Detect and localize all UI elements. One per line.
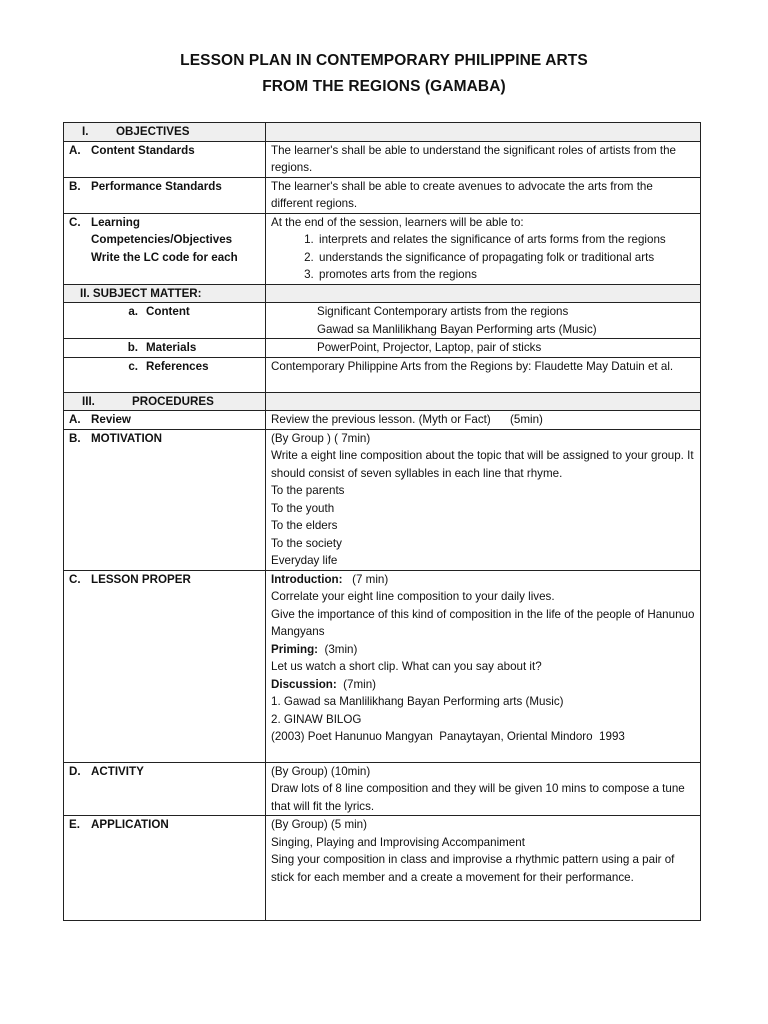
performance-standards-row [64,177,701,213]
review-label-cell [64,411,266,430]
row-label-line3: Write the LC code for each [91,250,238,264]
activity-content [266,762,701,816]
row-letter: B. [69,179,81,193]
section-label: PROCEDURES [132,394,214,408]
review-row [64,411,701,430]
document-title-line1: LESSON PLAN IN CONTEMPORARY PHILIPPINE ARTS [180,52,588,69]
application-label-cell [64,816,266,921]
motivation-line: To the parents [271,484,345,497]
objectives-header-row [64,123,701,142]
row-letter: A. [69,413,81,426]
row-label: Content [146,305,190,318]
content-label-cell [64,303,266,339]
activity-line: (By Group) (10min) [271,764,371,778]
motivation-label-cell [64,429,266,570]
row-label: LESSON PROPER [91,572,191,586]
lesson-line: Correlate your eight line composition to your daily lives. [271,590,555,603]
row-label: References [146,359,209,373]
objectives-header-empty [266,123,701,142]
row-letter: a. [128,305,138,318]
motivation-row [64,429,701,570]
objectives-header-cell [64,123,266,142]
learning-competencies-content [266,213,701,284]
motivation-line: To the society [271,536,342,550]
motivation-line: Write a eight line composition about the topic that will be assigned to your group. It should consist of seven syllables in each line that rhyme. [271,449,694,480]
row-label-line1: Learning [91,215,140,229]
motivation-line: To the youth [271,501,335,515]
content-standards-label-cell [64,141,266,177]
list-item: 1. interprets and relates the significance of arts forms from the regions [317,231,696,249]
discussion-time: (7min) [336,677,377,691]
subject-matter-header-cell [64,284,266,303]
content-standards-text: The learner's shall be able to understand the significant roles of artists from the regions. [266,141,701,177]
motivation-line: Everyday life [271,554,338,567]
row-letter: A. [69,143,81,157]
application-line: Singing, Playing and Improvising Accompaniment [271,835,525,849]
activity-line: Draw lots of 8 line composition and they will be given 10 mins to compose a tune that will fit the lyrics. [271,782,685,813]
lesson-proper-content [266,570,701,762]
priming-heading: Priming: [271,642,319,656]
activity-row [64,762,701,816]
lesson-line: (2003) Poet Hanunuo Mangyan Panaytayan, Oriental Mindoro 1993 [271,730,625,743]
performance-standards-text: The learner's shall be able to create avenues to advocate the arts from the different regions. [266,177,701,213]
competencies-list [271,231,696,284]
materials-text: PowerPoint, Projector, Laptop, pair of sticks [266,339,701,358]
row-letter: C. [69,572,81,586]
section-number: III. [82,394,95,408]
row-label: Performance Standards [91,179,222,193]
list-item: 3. promotes arts from the regions [317,266,696,284]
row-letter: c. [128,359,138,373]
motivation-line: To the elders [271,519,338,532]
subject-matter-header-row [64,284,701,303]
section-number: I. [82,125,89,138]
document-title-line2: FROM THE REGIONS (GAMABA) [262,78,506,95]
performance-standards-label-cell [64,177,266,213]
content-text-cell [266,303,701,339]
row-label-line2: Competencies/Objectives [91,233,233,246]
introduction-time: (7 min) [342,572,389,586]
application-line: Sing your composition in class and improvise a rhythmic pattern using a pair of stick for each member and a create a movement for their performance. [271,853,675,884]
row-letter: B. [69,431,81,445]
materials-row [64,339,701,358]
lesson-line: 2. GINAW BILOG [271,712,362,726]
references-text: Contemporary Philippine Arts from the Regions by: Flaudette May Datuin et al. [266,357,701,392]
lesson-plan-table [63,122,701,921]
lesson-line: 1. Gawad sa Manlilikhang Bayan Performing arts (Music) [271,695,564,708]
priming-time: (3min) [318,642,358,656]
learning-competencies-row [64,213,701,284]
introduction-heading: Introduction: [271,572,343,586]
references-label-cell [64,357,266,392]
procedures-header-cell [64,392,266,411]
activity-label-cell [64,762,266,816]
competencies-intro: At the end of the session, learners will be able to: [271,215,524,229]
procedures-header-empty [266,392,701,411]
row-label: APPLICATION [91,818,169,831]
row-letter: b. [127,341,138,354]
lesson-proper-row [64,570,701,762]
materials-label-cell [64,339,266,358]
review-text: Review the previous lesson. (Myth or Fact) (5min) [266,411,701,430]
row-letter: C. [69,215,81,229]
lesson-proper-label-cell [64,570,266,762]
lesson-line: Let us watch a short clip. What can you say about it? [271,660,542,673]
section-label: OBJECTIVES [116,125,190,138]
row-letter: D. [69,764,81,778]
row-label: Review [91,413,131,426]
references-row [64,357,701,392]
row-label: MOTIVATION [91,431,163,445]
application-content [266,816,701,921]
content-row [64,303,701,339]
row-letter: E. [69,818,80,831]
section-label: SUBJECT MATTER: [92,286,202,300]
procedures-header-row [64,392,701,411]
row-label: ACTIVITY [91,764,144,778]
application-line: (By Group) (5 min) [271,818,367,831]
row-label: Content Standards [91,143,195,157]
section-number: II. [80,286,90,300]
list-item: 2. understands the significance of propagating folk or traditional arts [317,249,696,267]
content-line1: Significant Contemporary artists from the regions [317,305,569,318]
lesson-line: Give the importance of this kind of composition in the life of the people of Hanunuo Mangyans [271,607,695,638]
content-standards-row [64,141,701,177]
row-label: Materials [146,341,197,354]
content-line2: Gawad sa Manlilikhang Bayan Performing arts (Music) [317,322,597,336]
discussion-heading: Discussion: [271,677,337,691]
learning-competencies-label-cell [64,213,266,284]
motivation-line: (By Group ) ( 7min) [271,431,371,445]
motivation-content [266,429,701,570]
subject-matter-header-empty [266,284,701,303]
application-row [64,816,701,921]
